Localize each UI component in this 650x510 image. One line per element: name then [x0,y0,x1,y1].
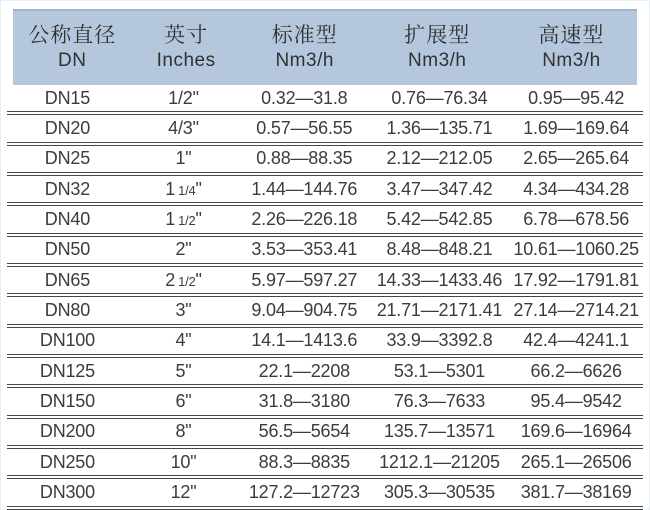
cell-dn: DN150 [39,391,95,412]
inch-mark: " [195,209,202,230]
inch-mark: " [185,360,192,381]
inch-mark: " [185,391,192,412]
inch-main: 2 [165,269,176,290]
inch-fraction: 1/2 [178,213,196,229]
table-row-dn50 [7,237,643,267]
cell-high-speed-range: 27.14—2714.21 [513,300,639,321]
inch-main: 1 [165,209,176,230]
cell-standard-range: 22.1—2208 [258,360,350,381]
inch-main: 8 [175,421,186,442]
inch-mark: " [185,300,192,321]
inch-mark: " [185,330,192,351]
inch-main: 5 [175,360,186,381]
inch-main: 1 [165,178,176,199]
cell-standard-range: 3.53—353.41 [251,239,358,260]
inch-fraction: 1/4 [178,182,196,198]
inch-mark: " [185,421,192,442]
cell-inches [128,391,239,412]
cell-extended-range: 21.71—2171.41 [376,300,503,321]
inch-mark: " [195,178,202,199]
cell-standard-range: 56.5—5654 [258,421,350,442]
cell-standard-range: 1.44—144.76 [251,178,358,199]
inch-main: 4 [175,330,186,351]
table-row-dn20 [7,115,643,145]
inch-main: 2 [175,239,186,260]
inch-main: 12 [170,482,191,503]
cell-extended-range: 2.12—212.05 [386,148,493,169]
cell-high-speed-range: 2.65—265.64 [523,148,630,169]
col-header-sub: Nm3/h [408,50,467,71]
inch-mark: " [195,269,202,290]
col-header-extended-type [369,11,506,85]
cell-dn: DN32 [44,178,91,199]
cell-extended-range: 135.7—13571 [384,421,495,442]
inch-main: 6 [175,391,186,412]
table-header-row [13,9,637,85]
cell-high-speed-range: 0.95—95.42 [528,87,625,108]
inch-main: 4/3 [168,118,193,139]
cell-inches [128,452,239,473]
cell-dn: DN250 [39,451,95,472]
cell-inches [128,148,239,169]
col-header-sub: DN [58,50,87,71]
inch-mark: " [192,87,199,108]
cell-inches [128,118,239,139]
cell-dn: DN100 [39,330,95,351]
cell-dn: DN300 [39,482,95,503]
cell-dn: DN125 [39,360,95,381]
col-header-zh: 扩展型 [404,24,471,47]
cell-extended-range: 53.1—5301 [393,360,486,381]
cell-dn: DN200 [39,421,95,442]
table-row-dn32 [7,176,643,206]
col-header-standard-type [241,11,369,85]
table-row-dn200 [7,419,643,449]
cell-extended-range: 1212.1—21205 [379,451,500,472]
cell-inches [128,88,239,109]
table-row-dn100 [7,328,643,358]
cell-high-speed-range: 169.6—16964 [520,421,632,442]
cell-inches [128,270,239,291]
cell-high-speed-range: 95.4—9542 [530,391,622,412]
col-header-high-speed-type [506,11,637,85]
col-header-zh: 公称直径 [28,24,117,47]
cell-standard-range: 9.04—904.75 [251,300,358,321]
col-header-nominal-diameter [13,11,132,85]
cell-extended-range: 3.47—347.42 [386,178,493,199]
inch-main: 3 [175,300,186,321]
cell-dn: DN20 [44,118,91,139]
cell-high-speed-range: 1.69—169.64 [523,118,630,139]
cell-inches [128,300,239,321]
inch-mark: " [190,482,197,503]
cell-extended-range: 305.3—30535 [384,482,495,503]
col-header-sub: Nm3/h [542,50,601,71]
cell-inches [128,421,239,442]
cell-extended-range: 0.76—76.34 [391,87,488,108]
table-row-dn150 [7,388,643,418]
cell-extended-range: 76.3—7633 [393,391,486,412]
cell-dn: DN40 [44,209,91,230]
cell-standard-range: 0.32—31.8 [261,87,348,108]
cell-standard-range: 5.97—597.27 [251,269,358,290]
inch-fraction: 1/2 [178,273,196,289]
cell-inches [128,482,239,503]
cell-extended-range: 1.36—135.71 [386,118,493,139]
table-row-dn40 [7,206,643,236]
inch-main: 1 [175,148,186,169]
cell-inches [128,179,239,200]
cell-inches [128,361,239,382]
cell-inches [128,209,239,230]
table-row-dn250 [7,449,643,479]
cell-dn: DN25 [44,148,91,169]
cell-high-speed-range: 17.92—1791.81 [513,269,639,290]
cell-high-speed-range: 66.2—6626 [530,360,622,381]
cell-high-speed-range: 265.1—26506 [520,451,632,472]
cell-extended-range: 8.48—848.21 [386,239,493,260]
table-row-dn125 [7,358,643,388]
cell-standard-range: 31.8—3180 [258,391,350,412]
inch-main: 10 [170,451,191,472]
cell-standard-range: 127.2—12723 [248,482,360,503]
table-row-dn15 [7,85,643,115]
table-row-dn65 [7,267,643,297]
cell-extended-range: 14.33—1433.46 [376,269,503,290]
cell-dn: DN15 [44,87,91,108]
table-row-dn80 [7,297,643,327]
table-body [7,85,643,510]
cell-dn: DN80 [44,300,91,321]
cell-high-speed-range: 6.78—678.56 [523,209,630,230]
inch-mark: " [192,118,199,139]
cell-standard-range: 2.26—226.18 [251,209,358,230]
cell-high-speed-range: 10.61—1060.25 [513,239,639,260]
cell-extended-range: 33.9—3392.8 [386,330,493,351]
col-header-sub: Inches [156,50,216,71]
cell-standard-range: 88.3—8835 [258,451,350,472]
inch-mark: " [185,239,192,260]
cell-high-speed-range: 42.4—4241.1 [523,330,630,351]
table-row-dn300 [7,479,643,509]
cell-dn: DN65 [44,269,91,290]
cell-standard-range: 0.57—56.55 [256,118,353,139]
cell-high-speed-range: 381.7—38169 [520,482,632,503]
cell-dn: DN50 [44,239,91,260]
inch-main: 1/2 [168,87,193,108]
cell-inches [128,239,239,260]
cell-high-speed-range: 4.34—434.28 [523,178,630,199]
cell-standard-range: 0.88—88.35 [256,148,353,169]
col-header-zh: 标准型 [271,24,338,47]
inch-mark: " [190,451,197,472]
cell-standard-range: 14.1—1413.6 [251,330,358,351]
col-header-sub: Nm3/h [275,50,334,71]
col-header-zh: 英寸 [164,24,209,47]
col-header-zh: 高速型 [538,24,605,47]
table-row-dn25 [7,146,643,176]
inch-mark: " [185,148,192,169]
col-header-inches [132,11,241,85]
cell-extended-range: 5.42—542.85 [386,209,493,230]
cell-inches [128,330,239,351]
